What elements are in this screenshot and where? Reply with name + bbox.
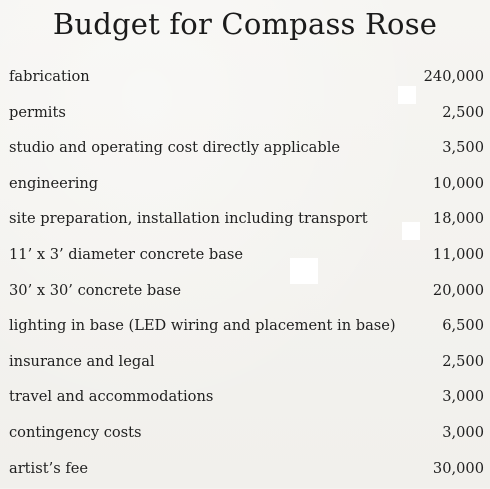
item-amount: 3,500 xyxy=(442,139,484,157)
item-label: travel and accommodations xyxy=(9,388,214,406)
budget-row-lighting xyxy=(0,311,490,347)
item-label: engineering xyxy=(9,174,99,192)
budget-row-concrete-base xyxy=(0,276,490,312)
budget-row-artist-fee xyxy=(0,454,490,489)
item-label: studio and operating cost directly applicable xyxy=(9,139,341,157)
budget-row-engineering xyxy=(0,169,490,205)
budget-row-contingency xyxy=(0,418,490,454)
item-label: site preparation, installation including transport xyxy=(9,210,368,228)
budget-row-fabrication xyxy=(0,62,490,98)
item-amount: 20,000 xyxy=(432,281,484,299)
item-amount: 3,000 xyxy=(442,423,484,441)
redaction-patch xyxy=(290,258,318,284)
item-amount: 18,000 xyxy=(432,210,484,228)
item-amount: 2,500 xyxy=(442,103,484,121)
item-label: lighting in base (LED wiring and placement in base) xyxy=(9,317,396,335)
budget-row-insurance xyxy=(0,347,490,383)
budget-row-diameter-base xyxy=(0,240,490,276)
redaction-patch xyxy=(402,222,420,240)
item-label: contingency costs xyxy=(9,423,142,441)
item-amount: 11,000 xyxy=(432,245,484,263)
item-label: fabrication xyxy=(9,68,90,85)
item-amount: 10,000 xyxy=(432,174,484,192)
item-label: 11’ x 3’ diameter concrete base xyxy=(9,245,244,263)
budget-row-travel xyxy=(0,382,490,418)
item-amount: 6,500 xyxy=(442,317,484,335)
item-amount: 3,000 xyxy=(442,388,484,406)
item-label: 30’ x 30’ concrete base xyxy=(9,281,182,299)
budget-list xyxy=(0,62,490,489)
item-label: permits xyxy=(9,103,66,121)
item-amount: 2,500 xyxy=(442,352,484,370)
item-amount: 30,000 xyxy=(432,459,484,477)
item-amount: 240,000 xyxy=(423,68,484,85)
budget-row-permits xyxy=(0,98,490,134)
redaction-patch xyxy=(398,86,416,104)
budget-row-studio xyxy=(0,133,490,169)
item-label: insurance and legal xyxy=(9,352,155,370)
item-label: artist’s fee xyxy=(9,459,89,477)
document-title: Budget for Compass Rose xyxy=(52,7,438,41)
